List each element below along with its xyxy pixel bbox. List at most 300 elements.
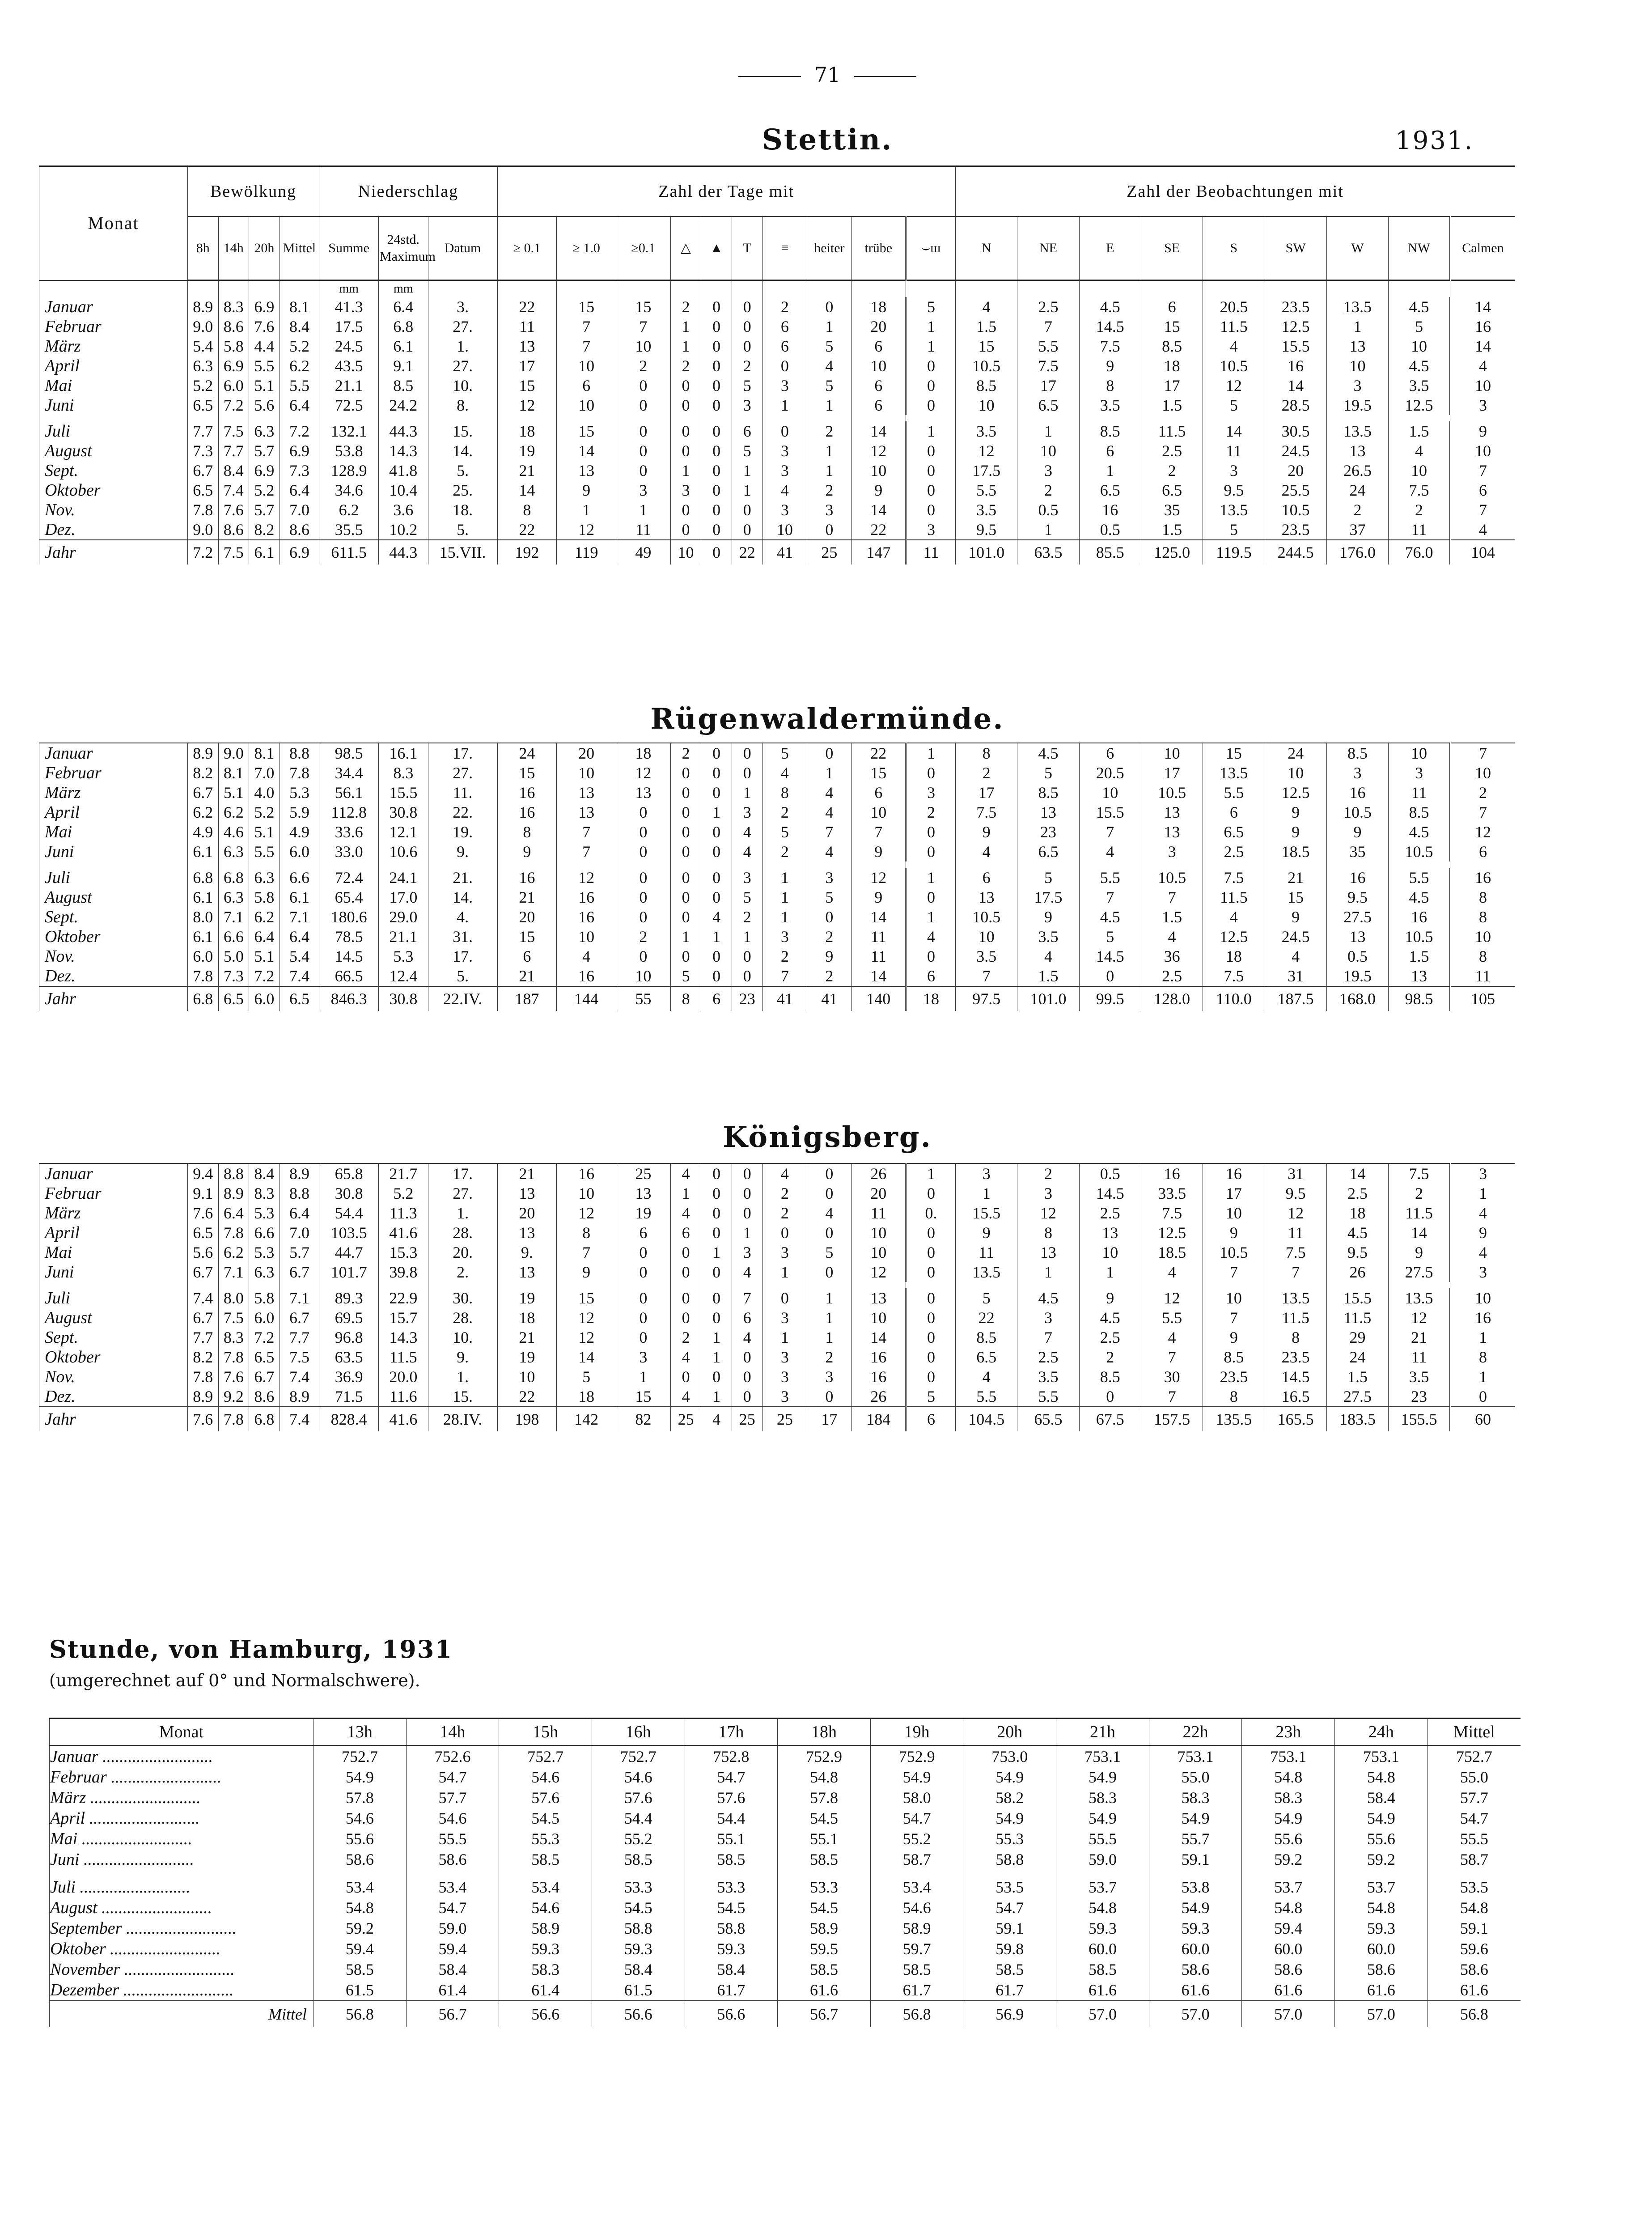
year-cell-2-16: 6	[906, 1407, 956, 1431]
year-cell-2-19: 67.5	[1079, 1407, 1141, 1431]
cell-0-8-8: 13	[557, 461, 616, 480]
cell-2-3-20: 12.5	[1141, 1223, 1203, 1243]
cell-1-4-8: 7	[557, 822, 616, 842]
cell-0-9-17: 5.5	[956, 480, 1017, 500]
cell-1-8-24: 16	[1389, 907, 1450, 927]
cell-1-7-21: 11.5	[1203, 887, 1265, 907]
cell-2-9-24: 11	[1389, 1347, 1450, 1367]
gap-cell	[807, 415, 852, 421]
cell-2-11-5: 11.6	[379, 1387, 428, 1407]
cell-0-7-8: 14	[557, 441, 616, 461]
pressure-cell: 54.5	[685, 1897, 778, 1918]
gap-cell	[906, 861, 956, 868]
cell-1-6-7: 16	[497, 868, 557, 887]
cell-2-9-1: 7.8	[218, 1347, 249, 1367]
gap-cell	[670, 415, 701, 421]
cell-0-0-8: 15	[557, 297, 616, 317]
cell-0-4-25: 10	[1450, 376, 1515, 395]
year-cell-0-22: 244.5	[1265, 540, 1326, 564]
cell-2-4-24: 9	[1389, 1243, 1450, 1262]
table-row	[39, 783, 1515, 802]
cell-2-5-10: 0	[670, 1262, 701, 1282]
month-label: Januar	[39, 1163, 188, 1184]
cell-0-1-0: 9.0	[187, 317, 218, 336]
cell-1-2-19: 10	[1079, 783, 1141, 802]
cell-2-10-24: 3.5	[1389, 1367, 1450, 1387]
cell-0-5-11: 0	[701, 395, 732, 415]
cell-2-10-25: 1	[1450, 1367, 1515, 1387]
cell-2-11-7: 22	[497, 1387, 557, 1407]
cell-2-9-19: 2	[1079, 1347, 1141, 1367]
cell-2-5-12: 4	[732, 1262, 762, 1282]
cell-1-8-6: 4.	[428, 907, 497, 927]
gap-cell	[1335, 1870, 1428, 1877]
cell-2-11-0: 8.9	[187, 1387, 218, 1407]
cell-1-10-22: 4	[1265, 946, 1326, 966]
cell-0-9-12: 1	[732, 480, 762, 500]
cell-0-5-25: 3	[1450, 395, 1515, 415]
cell-1-11-22: 31	[1265, 966, 1326, 986]
pressure-cell: 58.5	[778, 1849, 871, 1870]
gap-cell	[1017, 1282, 1079, 1288]
header-sub-7: ≥ 0.1	[497, 216, 557, 280]
cell-2-4-10: 0	[670, 1243, 701, 1262]
cell-2-0-25: 3	[1450, 1163, 1515, 1184]
pressure-cell: 58.5	[592, 1849, 685, 1870]
cell-0-0-4: 41.3	[319, 297, 379, 317]
unit-empty	[187, 280, 218, 297]
table-row	[39, 1308, 1515, 1328]
cell-1-8-21: 4	[1203, 907, 1265, 927]
cell-1-10-4: 14.5	[319, 946, 379, 966]
cell-1-5-18: 6.5	[1017, 842, 1079, 861]
pressure-cell: 61.5	[592, 1980, 685, 2001]
cell-0-11-9: 11	[616, 520, 671, 540]
pressure-cell: 752.6	[406, 1746, 499, 1767]
cell-2-4-13: 3	[762, 1243, 807, 1262]
cell-2-6-4: 89.3	[319, 1288, 379, 1308]
cell-1-0-16: 1	[906, 743, 956, 763]
cell-0-1-3: 8.4	[280, 317, 319, 336]
pressure-cell: 57.6	[499, 1787, 592, 1808]
cell-0-4-7: 15	[497, 376, 557, 395]
station-title-koenigsberg: Königsberg.	[723, 1120, 932, 1154]
cell-1-0-15: 22	[851, 743, 906, 763]
cell-0-11-25: 4	[1450, 520, 1515, 540]
cell-0-11-21: 5	[1203, 520, 1265, 540]
header-zahl-tage: Zahl der Tage mit	[497, 166, 956, 217]
cell-1-5-15: 9	[851, 842, 906, 861]
month-label: März	[39, 783, 188, 802]
gap-cell	[732, 415, 762, 421]
cell-2-9-21: 8.5	[1203, 1347, 1265, 1367]
cell-1-10-12: 0	[732, 946, 762, 966]
cell-2-10-15: 16	[851, 1367, 906, 1387]
cell-1-10-5: 5.3	[379, 946, 428, 966]
gap-cell	[379, 861, 428, 868]
cell-2-3-12: 1	[732, 1223, 762, 1243]
header-monat: Monat	[39, 166, 188, 280]
cell-0-2-2: 4.4	[249, 336, 280, 356]
cell-0-4-0: 5.2	[187, 376, 218, 395]
cell-0-9-25: 6	[1450, 480, 1515, 500]
cell-2-1-13: 2	[762, 1184, 807, 1203]
table-row	[39, 480, 1515, 500]
cell-2-11-15: 26	[851, 1387, 906, 1407]
gap-cell	[1389, 861, 1450, 868]
cell-1-3-3: 5.9	[280, 802, 319, 822]
year-cell-1-12: 23	[732, 986, 762, 1011]
month-label: Juli	[39, 868, 188, 887]
pressure-cell: 59.2	[1335, 1849, 1428, 1870]
month-label: Nov.	[39, 946, 188, 966]
table-row	[39, 802, 1515, 822]
cell-2-10-16: 0	[906, 1367, 956, 1387]
cell-0-11-14: 0	[807, 520, 852, 540]
pressure-cell: 53.7	[1335, 1877, 1428, 1897]
pressure-month-name: August	[50, 1898, 97, 1917]
table-row	[39, 395, 1515, 415]
year-cell-1-1: 6.5	[218, 986, 249, 1011]
table-row	[39, 1243, 1515, 1262]
cell-1-7-22: 15	[1265, 887, 1326, 907]
pressure-month-label	[50, 1939, 313, 1959]
cell-0-3-22: 16	[1265, 356, 1326, 376]
cell-0-6-22: 30.5	[1265, 421, 1326, 441]
cell-1-3-5: 30.8	[379, 802, 428, 822]
pressure-cell: 55.0	[1149, 1767, 1242, 1787]
pressure-header-hour-3: 16h	[592, 1719, 685, 1746]
cell-1-4-14: 7	[807, 822, 852, 842]
cell-2-6-8: 15	[557, 1288, 616, 1308]
cell-2-2-12: 0	[732, 1203, 762, 1223]
cell-2-8-14: 1	[807, 1328, 852, 1347]
cell-1-5-9: 0	[616, 842, 671, 861]
cell-2-2-6: 1.	[428, 1203, 497, 1223]
cell-0-2-15: 6	[851, 336, 906, 356]
year-cell-1-25: 105	[1450, 986, 1515, 1011]
cell-1-9-24: 10.5	[1389, 927, 1450, 946]
pressure-cell: 753.0	[963, 1746, 1056, 1767]
cell-0-1-17: 1.5	[956, 317, 1017, 336]
cell-0-6-23: 13.5	[1326, 421, 1388, 441]
cell-1-5-23: 35	[1326, 842, 1388, 861]
cell-1-3-24: 8.5	[1389, 802, 1450, 822]
cell-1-2-17: 17	[956, 783, 1017, 802]
pressure-cell: 59.3	[685, 1939, 778, 1959]
cell-1-3-10: 0	[670, 802, 701, 822]
pressure-month-name: Oktober	[50, 1939, 106, 1958]
cell-2-11-14: 0	[807, 1387, 852, 1407]
cell-1-8-2: 6.2	[249, 907, 280, 927]
cell-0-0-25: 14	[1450, 297, 1515, 317]
cell-0-1-4: 17.5	[319, 317, 379, 336]
cell-2-11-10: 4	[670, 1387, 701, 1407]
pressure-row	[50, 1959, 1521, 1980]
cell-1-3-17: 7.5	[956, 802, 1017, 822]
cell-2-11-4: 71.5	[319, 1387, 379, 1407]
cell-2-8-7: 21	[497, 1328, 557, 1347]
cell-2-1-6: 27.	[428, 1184, 497, 1203]
table-row	[39, 1288, 1515, 1308]
pressure-title: Stunde, von Hamburg, 1931	[49, 1635, 453, 1664]
cell-2-9-4: 63.5	[319, 1347, 379, 1367]
cell-0-11-4: 35.5	[319, 520, 379, 540]
gap-cell	[701, 1282, 732, 1288]
cell-1-11-5: 12.4	[379, 966, 428, 986]
pressure-cell: 61.6	[1056, 1980, 1149, 2001]
month-label: April	[39, 802, 188, 822]
page-number-line	[671, 63, 984, 87]
cell-2-1-23: 2.5	[1326, 1184, 1388, 1203]
cell-0-3-1: 6.9	[218, 356, 249, 376]
cell-2-4-8: 7	[557, 1243, 616, 1262]
unit-empty	[807, 280, 852, 297]
cell-1-4-12: 4	[732, 822, 762, 842]
cell-2-1-25: 1	[1450, 1184, 1515, 1203]
header-sub-23: W	[1326, 216, 1388, 280]
cell-2-2-18: 12	[1017, 1203, 1079, 1223]
cell-1-2-16: 3	[906, 783, 956, 802]
pressure-cell: 53.7	[1056, 1877, 1149, 1897]
cell-0-7-2: 5.7	[249, 441, 280, 461]
cell-2-1-11: 0	[701, 1184, 732, 1203]
cell-1-8-0: 8.0	[187, 907, 218, 927]
pressure-cell: 54.4	[685, 1808, 778, 1829]
pressure-header-hour-6: 19h	[870, 1719, 963, 1746]
cell-2-8-23: 29	[1326, 1328, 1388, 1347]
cell-0-3-21: 10.5	[1203, 356, 1265, 376]
leader-dots: ..........................	[86, 1788, 201, 1807]
cell-2-4-9: 0	[616, 1243, 671, 1262]
cell-1-5-4: 33.0	[319, 842, 379, 861]
cell-0-9-20: 6.5	[1141, 480, 1203, 500]
cell-1-6-6: 21.	[428, 868, 497, 887]
cell-1-0-7: 24	[497, 743, 557, 763]
year-cell-1-20: 128.0	[1141, 986, 1203, 1011]
cell-1-10-0: 6.0	[187, 946, 218, 966]
cell-0-2-6: 1.	[428, 336, 497, 356]
month-label: Sept.	[39, 1328, 188, 1347]
cell-1-1-17: 2	[956, 763, 1017, 783]
month-label: Juni	[39, 842, 188, 861]
cell-0-10-12: 0	[732, 500, 762, 520]
pressure-header-hour-12: Mittel	[1427, 1719, 1521, 1746]
cell-2-8-19: 2.5	[1079, 1328, 1141, 1347]
cell-0-1-22: 12.5	[1265, 317, 1326, 336]
cell-1-8-14: 0	[807, 907, 852, 927]
cell-0-1-12: 0	[732, 317, 762, 336]
pressure-cell: 59.6	[1427, 1939, 1521, 1959]
cell-2-3-11: 0	[701, 1223, 732, 1243]
pressure-cell: 58.7	[1427, 1849, 1521, 1870]
cell-0-10-1: 7.6	[218, 500, 249, 520]
cell-0-4-10: 0	[670, 376, 701, 395]
cell-0-4-8: 6	[557, 376, 616, 395]
header-sub-6: Datum	[428, 216, 497, 280]
pressure-cell: 752.7	[592, 1746, 685, 1767]
cell-2-5-19: 1	[1079, 1262, 1141, 1282]
cell-1-6-13: 1	[762, 868, 807, 887]
cell-0-9-0: 6.5	[187, 480, 218, 500]
cell-2-4-3: 5.7	[280, 1243, 319, 1262]
cell-2-4-15: 10	[851, 1243, 906, 1262]
cell-0-8-0: 6.7	[187, 461, 218, 480]
pressure-cell: 58.3	[1242, 1787, 1335, 1808]
cell-0-1-14: 1	[807, 317, 852, 336]
cell-0-0-17: 4	[956, 297, 1017, 317]
cell-0-8-10: 1	[670, 461, 701, 480]
gap-cell	[1141, 861, 1203, 868]
page-number: 71	[814, 63, 841, 87]
cell-2-8-24: 21	[1389, 1328, 1450, 1347]
cell-0-7-7: 19	[497, 441, 557, 461]
month-label: Februar	[39, 317, 188, 336]
cell-1-3-25: 7	[1450, 802, 1515, 822]
gap-cell	[1389, 1282, 1450, 1288]
cell-2-10-21: 23.5	[1203, 1367, 1265, 1387]
cell-2-0-19: 0.5	[1079, 1163, 1141, 1184]
pressure-cell: 54.6	[592, 1767, 685, 1787]
gap-cell	[1450, 415, 1515, 421]
table-row	[39, 1203, 1515, 1223]
cell-0-10-4: 6.2	[319, 500, 379, 520]
cell-0-10-23: 2	[1326, 500, 1388, 520]
cell-2-2-24: 11.5	[1389, 1203, 1450, 1223]
cell-1-0-21: 15	[1203, 743, 1265, 763]
cell-0-4-18: 17	[1017, 376, 1079, 395]
year-row	[39, 540, 1515, 564]
year-label: 1931.	[1395, 126, 1474, 155]
cell-2-0-8: 16	[557, 1163, 616, 1184]
unit-empty	[670, 280, 701, 297]
gap-cell	[218, 415, 249, 421]
table-row	[39, 868, 1515, 887]
cell-0-11-23: 37	[1326, 520, 1388, 540]
cell-0-6-24: 1.5	[1389, 421, 1450, 441]
cell-2-10-17: 4	[956, 1367, 1017, 1387]
year-cell-0-4: 611.5	[319, 540, 379, 564]
year-cell-0-16: 11	[906, 540, 956, 564]
cell-2-5-3: 6.7	[280, 1262, 319, 1282]
cell-2-10-7: 10	[497, 1367, 557, 1387]
cell-1-11-18: 1.5	[1017, 966, 1079, 986]
cell-1-3-13: 2	[762, 802, 807, 822]
cell-2-2-1: 6.4	[218, 1203, 249, 1223]
cell-2-8-1: 8.3	[218, 1328, 249, 1347]
cell-1-4-20: 13	[1141, 822, 1203, 842]
pressure-header-monat: Monat	[50, 1719, 313, 1746]
pressure-cell: 59.3	[592, 1939, 685, 1959]
cell-1-0-14: 0	[807, 743, 852, 763]
table-row	[39, 946, 1515, 966]
cell-2-5-9: 0	[616, 1262, 671, 1282]
cell-0-7-3: 6.9	[280, 441, 319, 461]
cell-2-0-17: 3	[956, 1163, 1017, 1184]
cell-0-4-24: 3.5	[1389, 376, 1450, 395]
cell-2-7-19: 4.5	[1079, 1308, 1141, 1328]
pressure-cell: 60.0	[1335, 1939, 1428, 1959]
year-cell-2-6: 28.IV.	[428, 1407, 497, 1431]
gap-cell	[280, 861, 319, 868]
pressure-header-hour-9: 22h	[1149, 1719, 1242, 1746]
cell-0-10-18: 0.5	[1017, 500, 1079, 520]
cell-0-7-0: 7.3	[187, 441, 218, 461]
cell-0-9-7: 14	[497, 480, 557, 500]
cell-0-0-21: 20.5	[1203, 297, 1265, 317]
year-cell-0-17: 101.0	[956, 540, 1017, 564]
pressure-cell: 753.1	[1149, 1746, 1242, 1767]
cell-1-0-18: 4.5	[1017, 743, 1079, 763]
pressure-row	[50, 1918, 1521, 1939]
cell-1-9-6: 31.	[428, 927, 497, 946]
year-cell-0-20: 125.0	[1141, 540, 1203, 564]
cell-2-1-2: 8.3	[249, 1184, 280, 1203]
pressure-cell: 54.5	[778, 1808, 871, 1829]
year-cell-0-23: 176.0	[1326, 540, 1388, 564]
cell-0-5-9: 0	[616, 395, 671, 415]
cell-1-0-25: 7	[1450, 743, 1515, 763]
cell-2-10-14: 3	[807, 1367, 852, 1387]
cell-0-11-18: 1	[1017, 520, 1079, 540]
gap-cell	[1265, 861, 1326, 868]
cell-0-8-20: 2	[1141, 461, 1203, 480]
table-row	[39, 441, 1515, 461]
year-cell-0-0: 7.2	[187, 540, 218, 564]
pressure-cell: 55.5	[406, 1829, 499, 1849]
pressure-cell: 54.5	[499, 1808, 592, 1829]
year-cell-2-14: 17	[807, 1407, 852, 1431]
cell-2-3-3: 7.0	[280, 1223, 319, 1243]
cell-0-2-16: 1	[906, 336, 956, 356]
cell-1-6-5: 24.1	[379, 868, 428, 887]
cell-0-2-4: 24.5	[319, 336, 379, 356]
cell-0-7-5: 14.3	[378, 441, 428, 461]
table-row	[39, 966, 1515, 986]
cell-0-4-16: 0	[906, 376, 956, 395]
month-label: Juni	[39, 395, 188, 415]
gap-cell	[1017, 861, 1079, 868]
gap-cell	[1450, 1282, 1515, 1288]
cell-2-3-21: 9	[1203, 1223, 1265, 1243]
cell-2-3-0: 6.5	[187, 1223, 218, 1243]
cell-0-4-12: 5	[732, 376, 762, 395]
cell-0-10-2: 5.7	[249, 500, 280, 520]
cell-1-8-9: 0	[616, 907, 671, 927]
cell-0-9-9: 3	[616, 480, 671, 500]
cell-1-10-23: 0.5	[1326, 946, 1388, 966]
year-cell-0-25: 104	[1450, 540, 1515, 564]
pressure-cell: 54.7	[1427, 1808, 1521, 1829]
pressure-row	[50, 1808, 1521, 1829]
cell-2-0-18: 2	[1017, 1163, 1079, 1184]
cell-0-6-18: 1	[1017, 421, 1079, 441]
cell-0-4-9: 0	[616, 376, 671, 395]
month-label: Juni	[39, 1262, 188, 1282]
cell-1-6-16: 1	[906, 868, 956, 887]
cell-2-2-20: 7.5	[1141, 1203, 1203, 1223]
cell-0-9-18: 2	[1017, 480, 1079, 500]
pressure-month-label	[50, 1980, 313, 2001]
cell-0-0-22: 23.5	[1265, 297, 1326, 317]
pressure-cell: 55.6	[1242, 1829, 1335, 1849]
cell-2-8-16: 0	[906, 1328, 956, 1347]
cell-0-3-17: 10.5	[956, 356, 1017, 376]
pressure-cell: 58.5	[963, 1959, 1056, 1980]
pressure-cell: 53.3	[685, 1877, 778, 1897]
gap-cell	[1450, 861, 1515, 868]
year-cell-1-15: 140	[851, 986, 906, 1011]
